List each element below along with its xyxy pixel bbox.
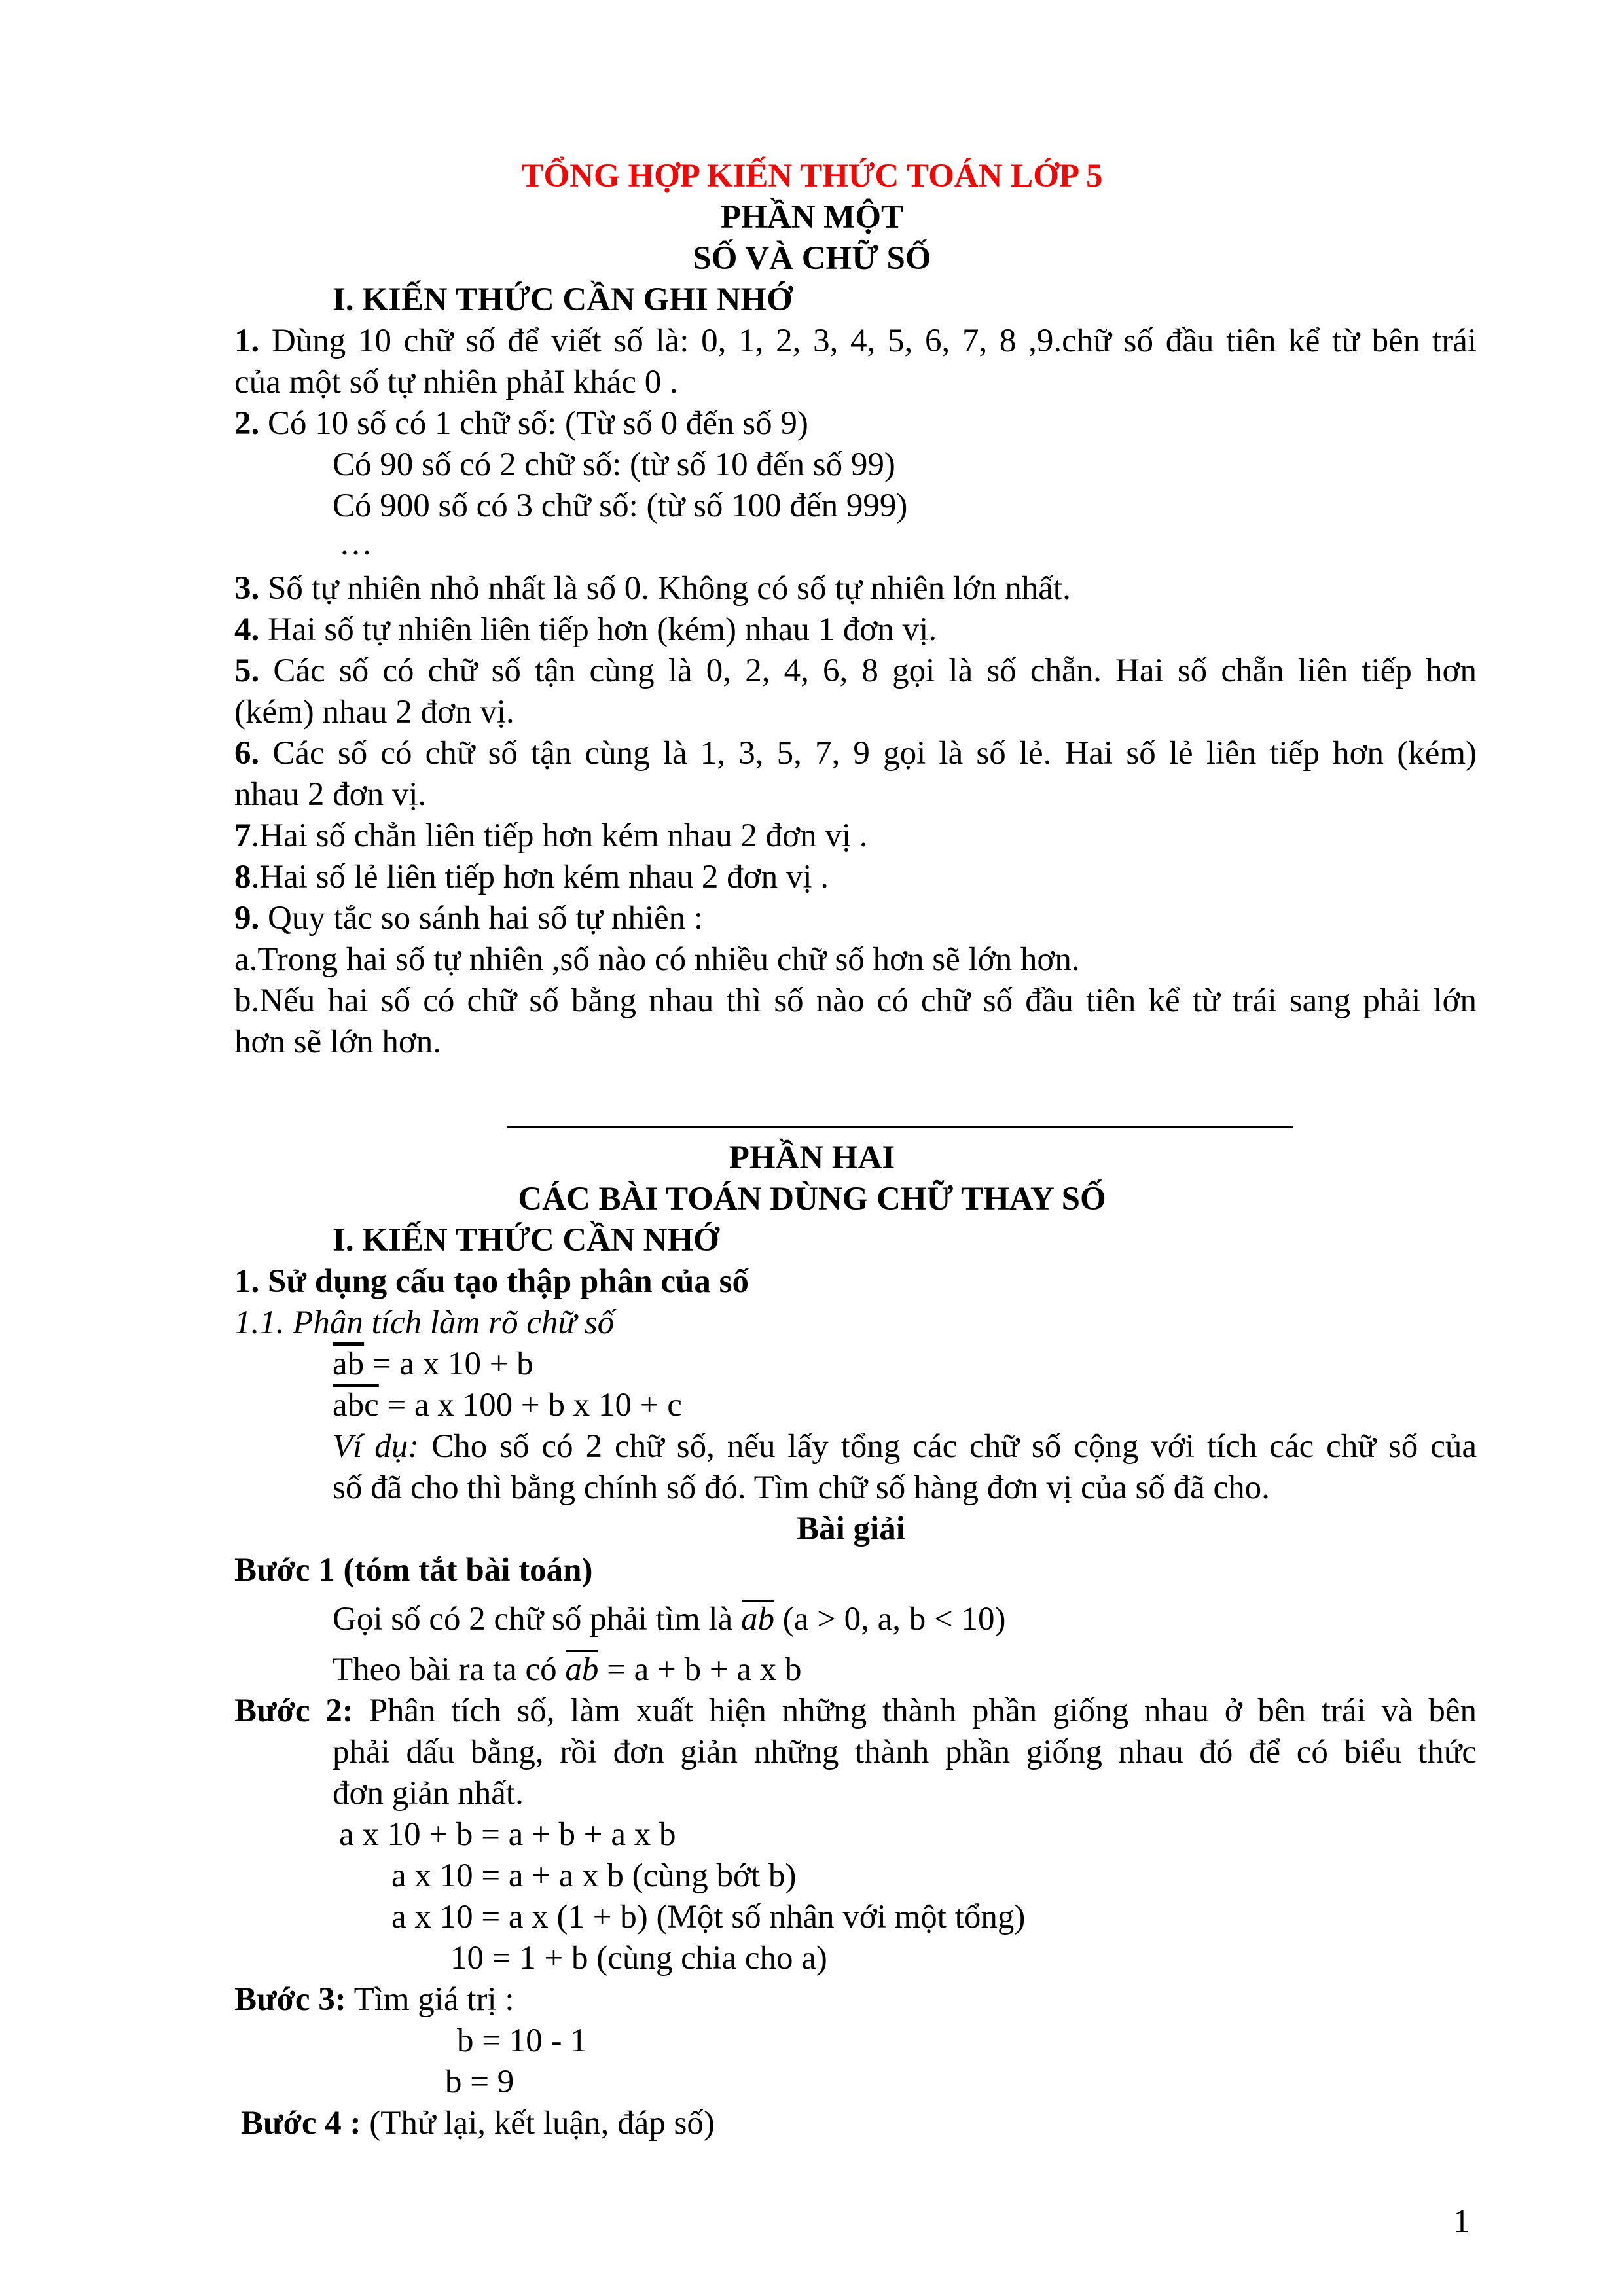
item-3-text: Số tự nhiên nhỏ nhất là số 0. Không có số tự nhiên lớn nhất. — [259, 570, 1071, 607]
item-8-text: .Hai số lẻ liên tiếp hơn kém nhau 2 đơn vị . — [251, 859, 829, 895]
subsection-1: 1. Sử dụng cấu tạo thập phân của số — [234, 1263, 749, 1300]
step-1-line-1 — [333, 1599, 1006, 1640]
step-3-text: Tìm giá trị : — [346, 1981, 514, 2018]
step-3-calc-2: b = 9 — [445, 2064, 514, 2100]
step-3 — [234, 1979, 514, 2020]
step-1-line-2 — [333, 1649, 801, 1690]
item-7-text: .Hai số chẳn liên tiếp hơn kém nhau 2 đơn vị . — [251, 817, 868, 854]
item-2-number: 2. — [234, 405, 260, 442]
step-3-calc-1: b = 10 - 1 — [457, 2022, 587, 2059]
part2-section-heading: I. KIẾN THỨC CẦN NHỚ — [333, 1222, 719, 1259]
step-1-label: Bước 1 (tóm tắt bài toán) — [234, 1552, 593, 1588]
step-4-label: Bước 4 : — [241, 2105, 361, 2142]
step-2-label: Bước 2: — [234, 1693, 353, 1729]
item-5-text: Các số có chữ số tận cùng là 0, 2, 4, 6, 8 gọi là số chẵn. Hai số chẵn liên tiếp hơn — [259, 653, 1477, 689]
step-2-text: Phân tích số, làm xuất hiện những thành phần giống nhau ở bên trái và bên — [353, 1693, 1477, 1729]
rule-b-line-1: b.Nếu hai số có chữ số bằng nhau thì số nào có chữ số đầu tiên kể từ trái sang phải lớn — [234, 982, 1477, 1019]
formula-ab — [333, 1344, 533, 1384]
item-1-line-2: của một số tự nhiên phảI khác 0 . — [234, 364, 678, 401]
part1-section-heading: I. KIẾN THỨC CẦN GHI NHỚ — [333, 281, 793, 318]
item-9-text: Quy tắc so sánh hai số tự nhiên : — [259, 900, 704, 937]
item-6-number: 6. — [234, 735, 260, 772]
step-2-line-3: đơn giản nhất. — [333, 1775, 524, 1812]
step-4 — [241, 2103, 715, 2144]
item-9-number: 9. — [234, 900, 260, 937]
example-label: Ví dụ: — [333, 1428, 420, 1465]
example-line-2: số đã cho thì bằng chính số đó. Tìm chữ số hàng đơn vị của số đã cho. — [333, 1469, 1270, 1506]
item-2-sub-2: Có 900 số có 3 chữ số: (từ số 100 đến 999) — [333, 488, 908, 524]
part2-heading: PHẦN HAI — [729, 1139, 895, 1176]
step-1-line-2-b: = a + b + a x b — [598, 1651, 802, 1688]
formula-ab-rest: = a x 10 + b — [364, 1346, 533, 1382]
item-2 — [234, 403, 808, 444]
item-5-line-1 — [234, 651, 1477, 691]
part2-subheading: CÁC BÀI TOÁN DÙNG CHỮ THAY SỐ — [518, 1181, 1106, 1217]
item-7-number: 7 — [234, 817, 251, 854]
step-3-label: Bước 3: — [234, 1981, 346, 2018]
item-5-line-2: (kém) nhau 2 đơn vị. — [234, 694, 514, 730]
step-1-line-2-variable-ab: ab — [565, 1651, 599, 1688]
step-2-line-2: phải dấu bằng, rồi đơn giản những thành phần giống nhau đó để có biểu thức — [333, 1734, 1477, 1770]
item-9 — [234, 898, 703, 939]
item-4-text: Hai số tự nhiên liên tiếp hơn (kém) nhau 1 đơn vị. — [259, 611, 937, 648]
item-7 — [234, 816, 868, 856]
step-4-text: (Thử lại, kết luận, đáp số) — [361, 2105, 715, 2142]
step-1-line-1-b: (a > 0, a, b < 10) — [774, 1601, 1006, 1638]
step-1-line-2-a: Theo bài ra ta có — [333, 1651, 566, 1688]
item-3 — [234, 568, 1071, 609]
formula-abc-rest: = a x 100 + b x 10 + c — [378, 1387, 682, 1424]
part1-subheading: SỐ VÀ CHỮ SỐ — [693, 240, 931, 277]
step-1-line-1-a: Gọi số có 2 chữ số phải tìm là — [333, 1601, 741, 1638]
item-1-text: Dùng 10 chữ số để viết số là: 0, 1, 2, 3, 4, 5, 6, 7, 8 ,9.chữ số đầu tiên kể từ bên trái — [259, 323, 1477, 359]
page-number: 1 — [1453, 2203, 1470, 2240]
rule-b-line-2: hơn sẽ lớn hơn. — [234, 1024, 442, 1060]
item-2-text: Có 10 số có 1 chữ số: (Từ số 0 đến số 9) — [259, 405, 808, 442]
step-1-variable-ab: ab — [740, 1601, 774, 1638]
subsection-1-1: 1.1. Phân tích làm rõ chữ số — [234, 1304, 615, 1341]
item-2-ellipsis: … — [339, 526, 372, 562]
formula-abc-overline: $\overline{abc}$ — [333, 1387, 379, 1424]
item-3-number: 3. — [234, 570, 260, 607]
calc-line-3: a x 10 = a x (1 + b) (Một số nhân với một tổng) — [391, 1899, 1026, 1935]
formula-ab-overline: $\overline{ab}$ — [333, 1346, 365, 1382]
calc-line-4: 10 = 1 + b (cùng chia cho a) — [450, 1940, 827, 1977]
example-line-1 — [333, 1426, 1477, 1467]
item-5-number: 5. — [234, 653, 260, 689]
calc-line-2: a x 10 = a + a x b (cùng bớt b) — [391, 1857, 797, 1894]
item-4 — [234, 609, 937, 650]
item-6-line-1 — [234, 733, 1477, 774]
item-1-line-1 — [234, 321, 1477, 361]
item-8-number: 8 — [234, 859, 251, 895]
item-6-text: Các số có chữ số tận cùng là 1, 3, 5, 7, 9 gọi là số lẻ. Hai số lẻ liên tiếp hơn (kém) — [259, 735, 1477, 772]
section-divider — [507, 1126, 1293, 1128]
item-1-number: 1. — [234, 323, 260, 359]
formula-abc — [333, 1385, 682, 1426]
item-6-line-2: nhau 2 đơn vị. — [234, 776, 427, 813]
document-title: TỔNG HỢP KIẾN THỨC TOÁN LỚP 5 — [521, 158, 1103, 194]
calc-line-1: a x 10 + b = a + b + a x b — [339, 1816, 676, 1853]
example-text: Cho số có 2 chữ số, nếu lấy tổng các chữ số cộng với tích các chữ số của — [419, 1428, 1477, 1465]
solution-title: Bài giải — [797, 1511, 905, 1547]
item-2-sub-1: Có 90 số có 2 chữ số: (từ số 10 đến số 99) — [333, 446, 895, 483]
item-8 — [234, 857, 829, 897]
step-2-line-1 — [234, 1691, 1477, 1731]
item-4-number: 4. — [234, 611, 260, 648]
part1-heading: PHẦN MỘT — [720, 199, 904, 236]
rule-a: a.Trong hai số tự nhiên ,số nào có nhiều chữ số hơn sẽ lớn hơn. — [234, 941, 1080, 978]
